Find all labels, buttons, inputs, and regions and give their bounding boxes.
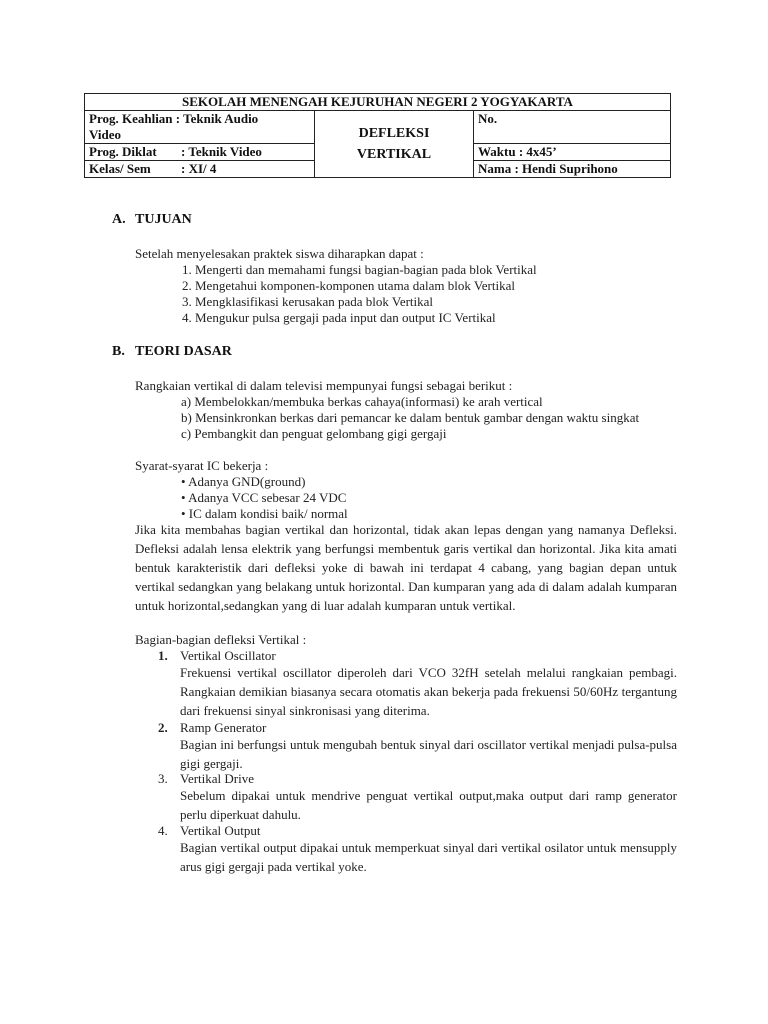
part-description: Bagian vertikal output dipakai untuk memperkuat sinyal dari vertikal osilator untuk mensupply arus gigi gergaji pada vertikal yoke. [180, 840, 677, 874]
list-item: 3. Mengklasifikasi kerusakan pada blok Vertikal [182, 294, 434, 309]
list-item: 1. Mengerti dan memahami fungsi bagian-bagian pada blok Vertikal [182, 262, 537, 277]
topic-cell [315, 111, 474, 178]
prog-diklat-label: Prog. Diklat [89, 144, 157, 159]
topic-line1: DEFLEKSI [358, 126, 430, 141]
parts-intro: Bagian-bagian defleksi Vertikal : [135, 632, 307, 647]
syarat-intro: Syarat-syarat IC bekerja : [135, 458, 269, 473]
part-title: Ramp Generator [180, 720, 267, 735]
function-item: b) Mensinkronkan berkas dari pemancar ke dalam bentuk gambar dengan waktu singkat [181, 410, 640, 425]
part-title: Vertikal Oscillator [180, 648, 276, 663]
body-paragraph: Jika kita membahas bagian vertikal dan horizontal, tidak akan lepas dengan yang namanya Defleksi. Defleksi adalah lensa elektrik yang berfungsi membentuk garis vertikal dan horizontal. Jika kita amati bentuk karakteristik dari defleksi yoke di bawah ini terdapat 4 cabang, yang bagian depan untuk vertikal sedangkan yang belakang untuk horizontal. Dan kumparan yang ada di dalam adalah kumparan untuk horizontal,sedangkan yang di luar adalah kumparan untuk vertikal. [135, 522, 677, 613]
header-table [84, 93, 671, 178]
function-item: c) Pembangkit dan penguat gelombang gigi gergaji [181, 426, 447, 441]
section-a-title: TUJUAN [135, 212, 192, 227]
part-number: 4. [158, 823, 168, 838]
part-description: Sebelum dipakai untuk mendrive penguat vertikal output,maka output dari ramp generator perlu diperkuat dahulu. [180, 788, 677, 822]
part-title: Vertikal Output [180, 823, 261, 838]
kelas-cell [85, 161, 315, 178]
prog-diklat-value: : Teknik Video [181, 144, 262, 159]
part-description: Frekuensi vertikal oscillator diperoleh dari VCO 32fH setelah melalui rangkaian pembagi. Rangkaian demikian biasanya secara otomatis akan bekerja pada frekuensi 50/60Hz tergantung dari frekuensi sinyal sinkronisasi yang diterima. [180, 665, 677, 718]
waktu-cell: Waktu : 4x45’ [474, 144, 671, 161]
part-number: 1. [158, 648, 168, 663]
list-item: 2. Mengetahui komponen-komponen utama dalam blok Vertikal [182, 278, 515, 293]
syarat-item: • Adanya GND(ground) [181, 474, 306, 489]
topic-line2: VERTIKAL [356, 147, 432, 162]
prog-keahlian-line2: Video [89, 127, 122, 142]
prog-diklat-cell [85, 144, 315, 161]
prog-keahlian-line1: Prog. Keahlian : Teknik Audio [89, 111, 259, 126]
section-b-title: TEORI DASAR [135, 344, 232, 359]
school-name: SEKOLAH MENENGAH KEJURUHAN NEGERI 2 YOGYAKARTA [85, 94, 671, 111]
nama-cell: Nama : Hendi Suprihono [474, 161, 671, 178]
part-title: Vertikal Drive [180, 771, 255, 786]
section-b-intro: Rangkaian vertikal di dalam televisi mempunyai fungsi sebagai berikut : [135, 378, 513, 393]
part-number: 3. [158, 771, 168, 786]
section-b-number: B. [112, 344, 125, 359]
prog-keahlian-cell [85, 111, 315, 144]
section-a-number: A. [112, 212, 126, 227]
syarat-item: • Adanya VCC sebesar 24 VDC [181, 490, 347, 505]
section-b-heading [112, 344, 232, 360]
list-item: 4. Mengukur pulsa gergaji pada input dan output IC Vertikal [182, 310, 496, 325]
number-cell: No. [474, 111, 671, 144]
section-a-intro: Setelah menyelesakan praktek siswa diharapkan dapat : [135, 246, 424, 261]
section-a-heading [112, 212, 192, 228]
part-description: Bagian ini berfungsi untuk mengubah bentuk sinyal dari oscillator vertikal menjadi pulsa-pulsa gigi gergaji. [180, 737, 677, 771]
syarat-item: • IC dalam kondisi baik/ normal [181, 506, 348, 521]
part-number: 2. [158, 720, 168, 735]
kelas-value: : XI/ 4 [181, 161, 217, 176]
kelas-label: Kelas/ Sem [89, 161, 151, 176]
function-item: a) Membelokkan/membuka berkas cahaya(informasi) ke arah vertical [181, 394, 543, 409]
